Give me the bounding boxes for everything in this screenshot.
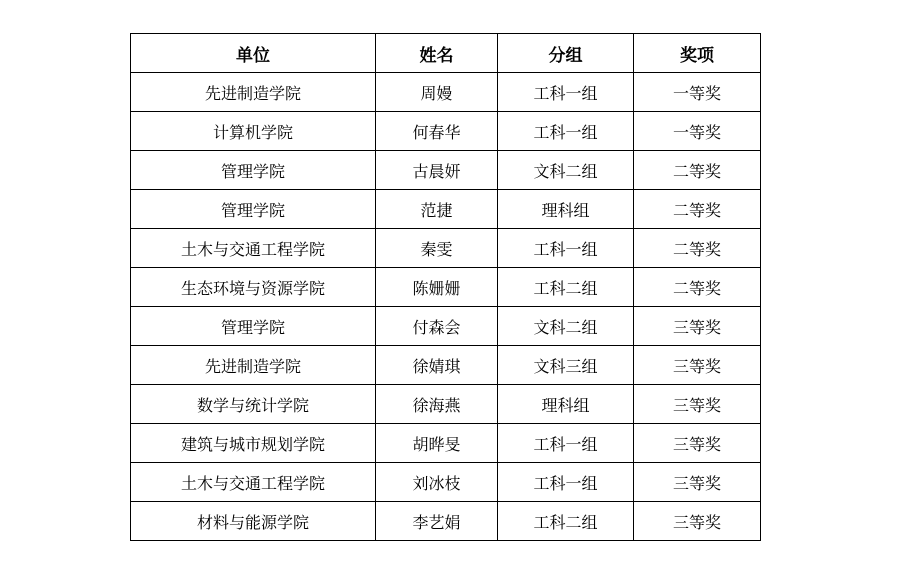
table-row: [131, 385, 761, 424]
cell-award: 二等奖: [634, 190, 761, 229]
table-row: [131, 463, 761, 502]
cell-award: 二等奖: [634, 229, 761, 268]
award-table-container: [130, 33, 761, 541]
table-row: [131, 268, 761, 307]
cell-unit: 土木与交通工程学院: [131, 229, 376, 268]
table-row: [131, 190, 761, 229]
cell-name: 范捷: [376, 190, 498, 229]
cell-unit: 管理学院: [131, 151, 376, 190]
table-row: [131, 151, 761, 190]
table-row: [131, 73, 761, 112]
column-header-unit: 单位: [131, 34, 376, 73]
cell-group: 工科一组: [498, 73, 634, 112]
cell-award: 一等奖: [634, 73, 761, 112]
cell-group: 工科二组: [498, 502, 634, 541]
cell-group: 文科二组: [498, 151, 634, 190]
cell-name: 何春华: [376, 112, 498, 151]
cell-unit: 土木与交通工程学院: [131, 463, 376, 502]
table-row: [131, 307, 761, 346]
cell-unit: 管理学院: [131, 307, 376, 346]
column-header-award: 奖项: [634, 34, 761, 73]
table-row: [131, 502, 761, 541]
cell-award: 三等奖: [634, 502, 761, 541]
cell-award: 三等奖: [634, 424, 761, 463]
cell-name: 秦雯: [376, 229, 498, 268]
cell-unit: 材料与能源学院: [131, 502, 376, 541]
cell-group: 理科组: [498, 190, 634, 229]
cell-group: 文科三组: [498, 346, 634, 385]
cell-unit: 先进制造学院: [131, 346, 376, 385]
cell-unit: 先进制造学院: [131, 73, 376, 112]
table-row: [131, 112, 761, 151]
cell-name: 古晨妍: [376, 151, 498, 190]
cell-unit: 数学与统计学院: [131, 385, 376, 424]
cell-group: 理科组: [498, 385, 634, 424]
table-row: [131, 229, 761, 268]
column-header-group: 分组: [498, 34, 634, 73]
cell-award: 二等奖: [634, 151, 761, 190]
cell-group: 工科一组: [498, 229, 634, 268]
cell-group: 文科二组: [498, 307, 634, 346]
cell-name: 周嫚: [376, 73, 498, 112]
cell-unit: 计算机学院: [131, 112, 376, 151]
cell-name: 徐婧琪: [376, 346, 498, 385]
cell-award: 三等奖: [634, 385, 761, 424]
table-row: [131, 346, 761, 385]
cell-name: 付森会: [376, 307, 498, 346]
cell-award: 一等奖: [634, 112, 761, 151]
cell-award: 三等奖: [634, 307, 761, 346]
cell-unit: 管理学院: [131, 190, 376, 229]
cell-group: 工科一组: [498, 112, 634, 151]
cell-name: 胡晔旻: [376, 424, 498, 463]
cell-award: 三等奖: [634, 463, 761, 502]
cell-award: 三等奖: [634, 346, 761, 385]
cell-name: 刘冰枝: [376, 463, 498, 502]
cell-name: 陈姗姗: [376, 268, 498, 307]
cell-name: 徐海燕: [376, 385, 498, 424]
cell-name: 李艺娟: [376, 502, 498, 541]
award-table: [130, 33, 761, 541]
cell-group: 工科一组: [498, 463, 634, 502]
table-header-row: [131, 34, 761, 73]
cell-unit: 建筑与城市规划学院: [131, 424, 376, 463]
column-header-name: 姓名: [376, 34, 498, 73]
cell-award: 二等奖: [634, 268, 761, 307]
cell-group: 工科二组: [498, 268, 634, 307]
cell-group: 工科一组: [498, 424, 634, 463]
cell-unit: 生态环境与资源学院: [131, 268, 376, 307]
table-row: [131, 424, 761, 463]
